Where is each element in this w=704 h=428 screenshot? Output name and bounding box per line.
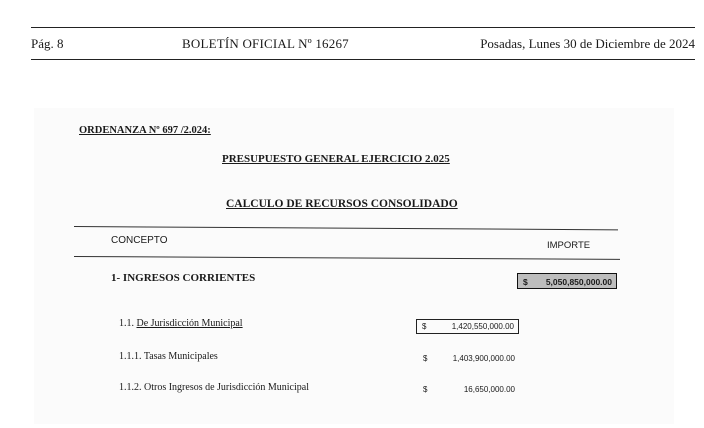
publication-title: BOLETÍN OFICIAL Nº 16267: [182, 36, 349, 51]
line-item-amount: 1,403,900,000.00: [452, 354, 515, 363]
line-item-label: 1.1.2. Otros Ingresos de Jurisdicción Municipal: [119, 382, 309, 393]
line-item-amount-row: [416, 352, 519, 366]
line-item-amount: 16,650,000.00: [463, 385, 515, 394]
page-number: Pág. 8: [31, 36, 64, 51]
line-item-amount-row: [416, 383, 519, 397]
column-header-amount: IMPORTE: [547, 240, 591, 251]
currency-symbol: $: [422, 322, 427, 331]
section-title: CALCULO DE RECURSOS CONSOLIDADO: [226, 198, 458, 210]
line-item-label: 1.1.1. Tasas Municipales: [119, 351, 218, 362]
currency-symbol: $: [423, 354, 428, 363]
currency-symbol: $: [523, 277, 528, 287]
header-top-rule: [31, 27, 695, 28]
group-label: 1- INGRESOS CORRIENTES: [111, 272, 256, 284]
line-item-amount: 1,420,550,000.00: [451, 322, 514, 331]
group-total-box: [517, 273, 617, 289]
currency-symbol: $: [423, 385, 428, 394]
budget-title: PRESUPUESTO GENERAL EJERCICIO 2.025: [222, 153, 450, 165]
group-total: 5,050,850,000.00: [545, 277, 612, 287]
header-bottom-rule: [31, 59, 695, 60]
column-header-concept: CONCEPTO: [111, 235, 168, 246]
ordinance-title: ORDENANZA Nº 697 /2.024:: [79, 125, 211, 136]
line-item-name: De Jurisdicción Municipal: [136, 318, 243, 329]
line-item-label: [119, 318, 243, 329]
line-item-code: 1.1.: [119, 318, 134, 329]
line-item-amount-box: [416, 319, 519, 334]
publication-date: Posadas, Lunes 30 de Diciembre de 2024: [480, 36, 695, 51]
